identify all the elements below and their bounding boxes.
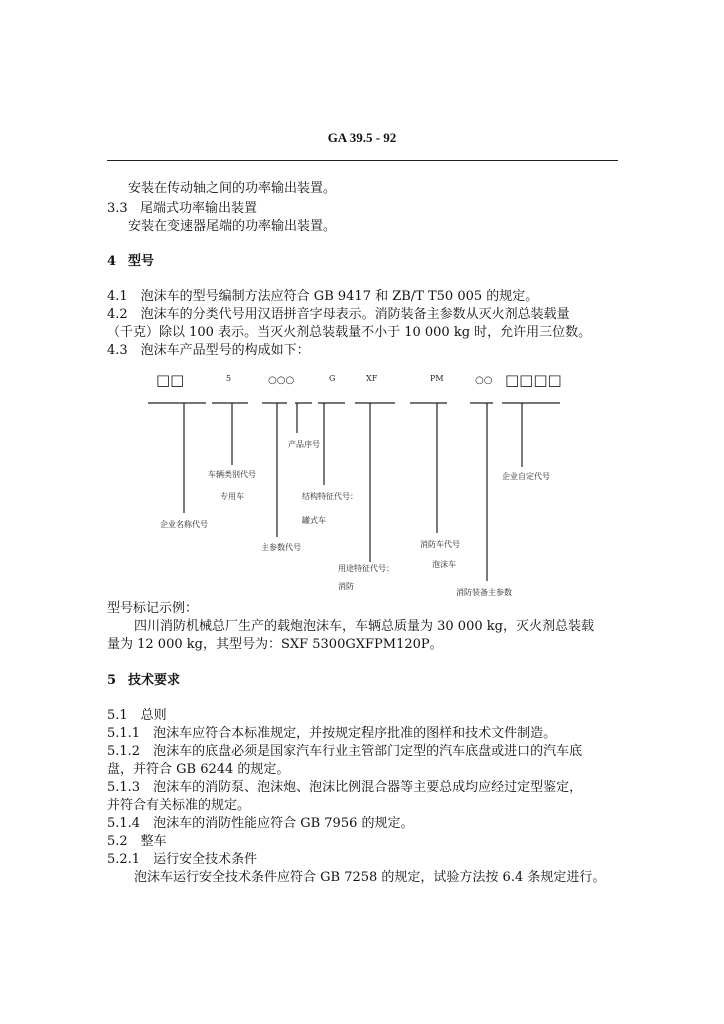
text-line: 安装在变速器尾端的功率输出装置。 (128, 219, 337, 234)
label-fire-vehicle-code: 消防车代号 (420, 540, 460, 549)
example-line1: 四川消防机械总厂生产的载炮泡沫车，车辆总质量为 30 000 kg，灭火剂总装载 (134, 619, 594, 634)
label-use-feature: 用途特征代号： (338, 564, 394, 573)
symbol-custom-boxes: □□□□ (505, 371, 562, 389)
label-fire: 消防 (338, 582, 354, 591)
label-enterprise-name: 企业名称代号 (160, 520, 208, 529)
example-label: 型号标记示例： (107, 601, 199, 616)
label-struct-feature: 结构特征代号： (302, 492, 358, 501)
symbol-fire-pm: PM (430, 374, 444, 383)
section-title-4: 型号 (128, 254, 155, 269)
symbol-equip-circles: ○○ (475, 375, 493, 386)
header-rule (107, 160, 618, 161)
label-foam-vehicle: 泡沫车 (432, 560, 456, 569)
paragraph-5-1-2-line1: 5.1.2 泡沫车的底盘必须是国家汽车行业主管部门定型的汽车底盘或进口的汽车底 (107, 744, 583, 759)
label-special-vehicle: 专用车 (220, 492, 244, 501)
label-enterprise-custom: 企业自定代号 (502, 472, 550, 481)
paragraph-5-2-1-body: 泡沫车运行安全技术条件应符合 GB 7258 的规定，试验方法按 6.4 条规定进行。 (134, 870, 606, 885)
paragraph-5-1: 5.1 总则 (107, 708, 167, 723)
section-title-5: 技术要求 (128, 673, 181, 688)
example-line2: 量为 12 000 kg，其型号为：SXF 5300GXFPM120P。 (107, 637, 443, 652)
model-number-diagram (140, 365, 600, 605)
paragraph-5-1-2-line2: 盘，并符合 GB 6244 的规定。 (107, 762, 290, 777)
label-equip-param: 消防装备主参数 (456, 588, 512, 597)
paragraph-5-2-1: 5.2.1 运行安全技术条件 (107, 852, 258, 867)
label-tank-vehicle: 罐式车 (302, 516, 326, 525)
symbol-main-param-circles: ○○○ (268, 375, 295, 386)
paragraph-4-2-line1: 4.2 泡沫车的分类代号用汉语拼音字母表示。消防装备主参数从灭火剂总装载量 (107, 307, 570, 322)
paragraph-5-1-4: 5.1.4 泡沫车的消防性能应符合 GB 7956 的规定。 (107, 816, 414, 831)
paragraph-5-1-1: 5.1.1 泡沫车应符合本标准规定，并按规定程序批准的图样和技术文件制造。 (107, 726, 557, 741)
symbol-enterprise-boxes: □□ (156, 371, 185, 389)
text-line: 安装在传动轴之间的功率输出装置。 (128, 181, 337, 196)
label-vehicle-category: 车辆类别代号 (208, 470, 256, 479)
symbol-vehicle-category: 5 (226, 374, 232, 383)
paragraph-4-3: 4.3 泡沫车产品型号的构成如下： (107, 343, 310, 358)
section-number-3-3: 3.3 (107, 201, 128, 216)
paragraph-5-2: 5.2 整车 (107, 834, 167, 849)
label-product-seq: 产品序号 (288, 440, 320, 449)
paragraph-4-1: 4.1 泡沫车的型号编制方法应符合 GB 9417 和 ZB/T T50 005 的规定。 (107, 289, 539, 304)
paragraph-4-2-line2: （千克）除以 100 表示。当灭火剂总装载量不小于 10 000 kg 时，允许用三位数。 (107, 325, 592, 340)
paragraph-5-1-3-line1: 5.1.3 泡沫车的消防泵、泡沫炮、泡沫比例混合器等主要总成均应经过定型鉴定， (107, 780, 583, 795)
section-number-4: 4 (107, 254, 117, 269)
paragraph-5-1-3-line2: 并符合有关标准的规定。 (107, 798, 251, 813)
label-main-param: 主参数代号 (261, 543, 301, 552)
section-title-3-3: 尾端式功率输出装置 (140, 201, 258, 216)
section-number-5: 5 (107, 673, 117, 688)
symbol-struct-g: G (329, 374, 336, 383)
document-code-header: GA 39.5 - 92 (327, 130, 397, 145)
symbol-use-xf: XF (366, 374, 378, 383)
